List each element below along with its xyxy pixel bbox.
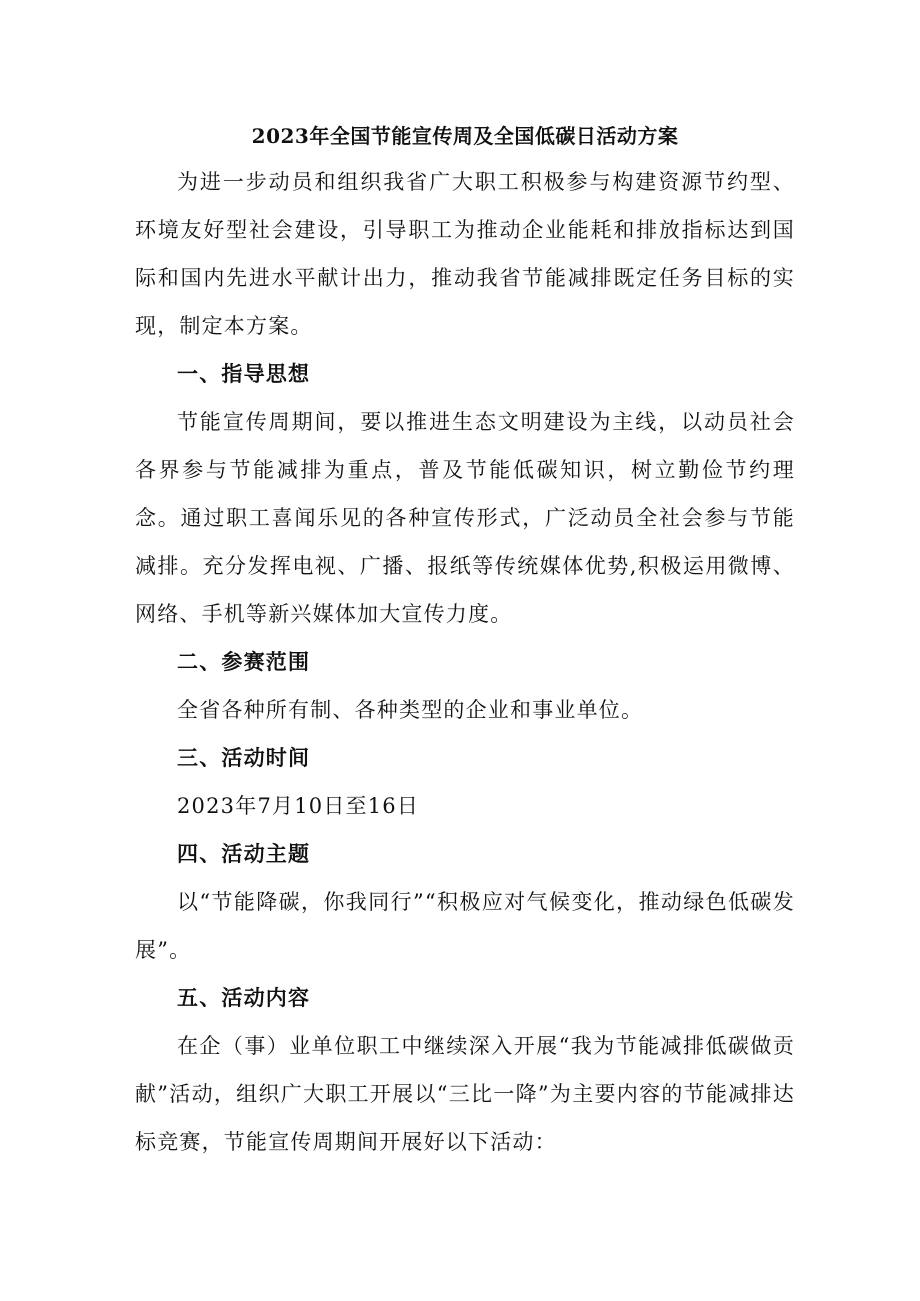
- section-heading-guiding-ideology: 一、指导思想: [177, 361, 311, 386]
- section-body-time: 2023年7月10日至16日: [177, 794, 420, 818]
- section-heading-scope: 二、参赛范围: [177, 649, 311, 674]
- section-body-content: 在企（事）业单位职工中继续深入开展“我为节能减排低碳做贡献”活动，组织广大职工开展以“三比一降”为主要内容的节能减排达标竞赛，节能宣传周期间开展好以下活动：: [135, 1034, 795, 1154]
- section-heading-theme: 四、活动主题: [177, 841, 311, 866]
- intro-paragraph: 为进一步动员和组织我省广大职工积极参与构建资源节约型、环境友好型社会建设，引导职工为推动企业能耗和排放指标达到国际和国内先进水平献计出力，推动我省节能减排既定任务目标的实现，制定本方案。: [135, 170, 795, 338]
- document-content: [135, 118, 795, 1166]
- section-body-guiding-ideology: 节能宣传周期间，要以推进生态文明建设为主线，以动员社会各界参与节能减排为重点，普及节能低碳知识，树立勤俭节约理念。通过职工喜闻乐见的各种宣传形式，广泛动员全社会参与节能减排。充分发挥电视、广播、报纸等传统媒体优势,积极运用微博、网络、手机等新兴媒体加大宣传力度。: [135, 410, 795, 626]
- section-heading-time: 三、活动时间: [177, 745, 311, 770]
- document-title: 2023年全国节能宣传周及全国低碳日活动方案: [251, 124, 679, 148]
- section-body-theme: 以“节能降碳，你我同行”“积极应对气候变化，推动绿色低碳发展”。: [135, 890, 795, 962]
- section-heading-content: 五、活动内容: [177, 985, 311, 1010]
- section-body-scope: 全省各种所有制、各种类型的企业和事业单位。: [177, 698, 644, 722]
